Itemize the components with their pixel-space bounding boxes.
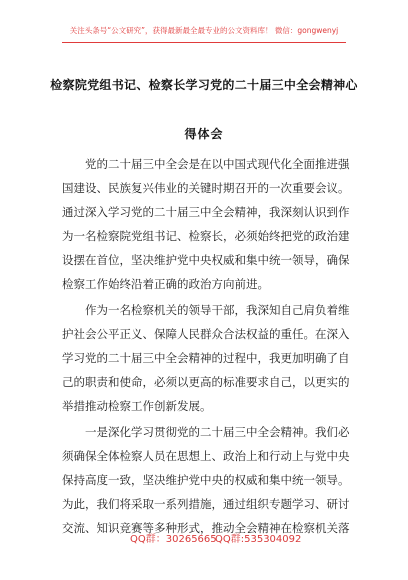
body-line: 举措推动检察工作创新发展。 — [62, 399, 212, 413]
body-line: 一是深化学习贯彻党的二十届三中全会精神。我们必 — [62, 425, 350, 439]
body-line: 设摆在首位，坚决维护党中央权威和集中统一领导，确保 — [62, 253, 350, 267]
document-title-line-2: 得体会 — [184, 127, 224, 141]
body-line: 国建设、民族复兴伟业的关键时期召开的一次重要会议。 — [62, 181, 350, 195]
header-banner: 关注头条号“公文研究”，获得最新最全最专业的公文资料库！ 微信：gongwenyj — [69, 26, 339, 35]
body-line: 通过深入学习党的二十届三中全会精神，我深刻认识到作 — [62, 205, 350, 219]
body-line: 作为一名检察机关的领导干部，我深知自己肩负着维 — [62, 303, 350, 317]
body-line: 保持高度一致，坚决维护党中央的权威和集中统一领导。 — [62, 473, 350, 487]
body-line: 学习党的二十届三中全会精神的过程中，我更加明确了自 — [62, 351, 350, 365]
body-line: 检察工作始终沿着正确的政治方向前进。 — [62, 277, 269, 291]
body-line: 为此，我们将采取一系列措施，通过组织专题学习、研讨 — [62, 497, 350, 511]
qq-group-label-2: QQ群:535304092 — [215, 534, 302, 545]
document-title-line-1: 检察院党组书记、检察长学习党的二十届三中全会精神心 — [50, 78, 358, 92]
body-line: 己的职责和使命，必须以更高的标准要求自己，以更实的 — [62, 375, 350, 389]
body-line: 党的二十届三中全会是在以中国式现代化全面推进强 — [62, 157, 350, 171]
body-line: 交流、知识竞赛等多种形式，推动全会精神在检察机关落 — [62, 521, 350, 535]
footer — [0, 530, 408, 550]
body-line: 护社会公平正义、保障人民群众合法权益的重任。在深入 — [62, 327, 350, 341]
body-line: 须确保全体检察人员在思想上、政治上和行动上与党中央 — [62, 449, 350, 463]
body-line: 为一名检察院党组书记、检察长，必须始终把党的政治建 — [62, 229, 350, 243]
header-divider — [62, 42, 346, 43]
qq-group-label-1: QQ群：30265665 — [130, 534, 217, 545]
